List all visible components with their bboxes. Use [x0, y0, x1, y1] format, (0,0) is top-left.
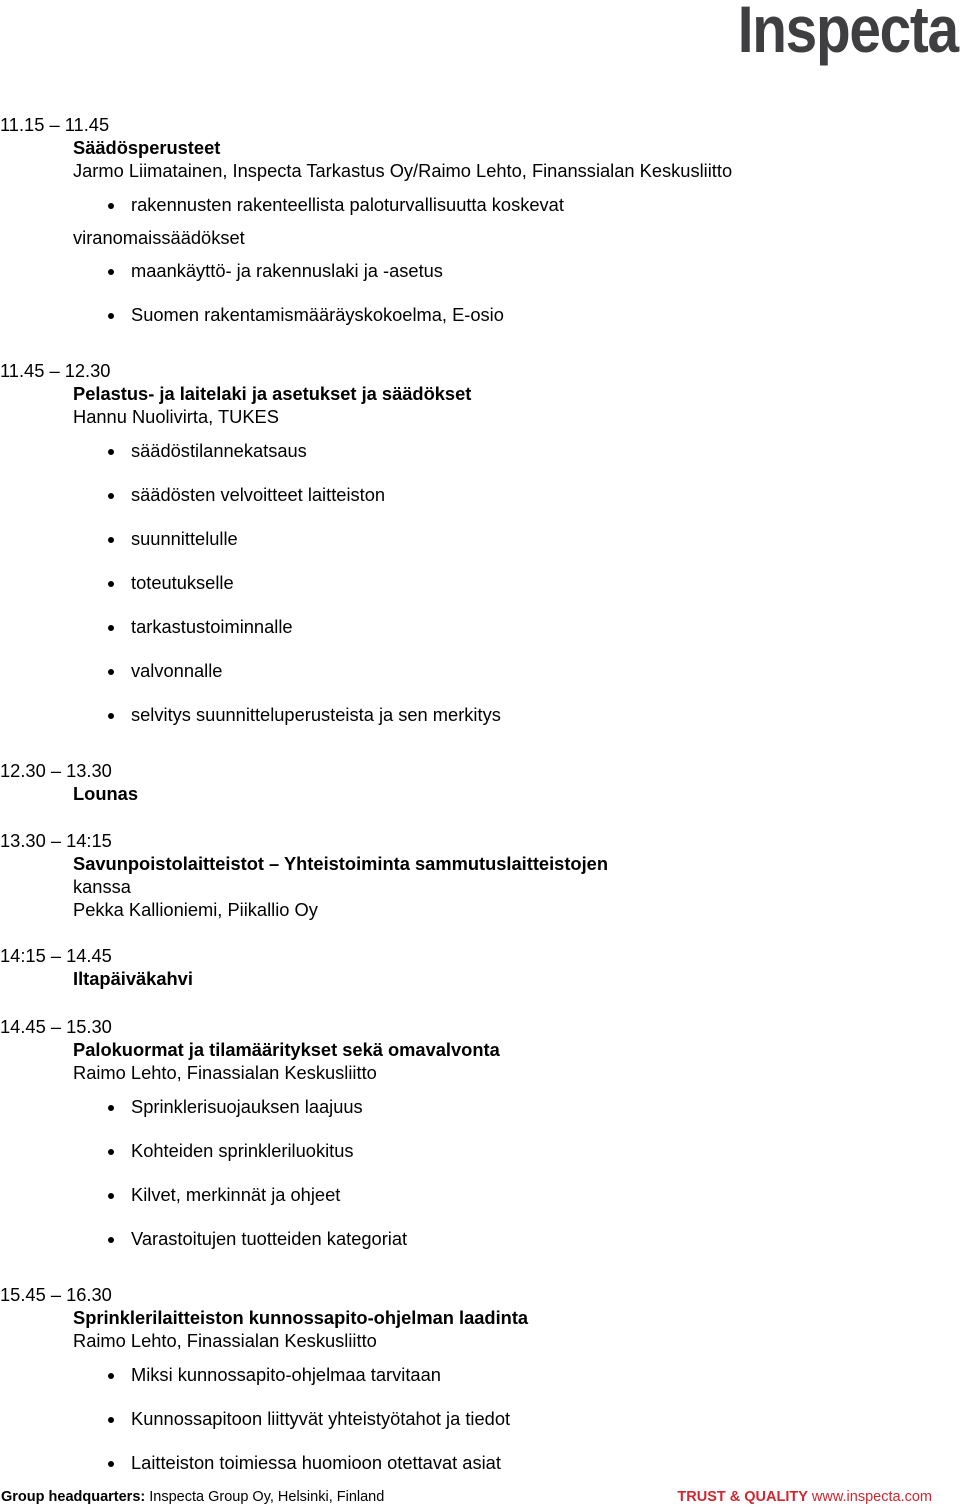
- session-speaker: Hannu Nuolivirta, TUKES: [73, 406, 279, 427]
- session-title: Säädösperusteet: [73, 137, 221, 158]
- bullet-item: Varastoitujen tuotteiden kategoriat: [131, 1228, 408, 1249]
- bullet-item: Kohteiden sprinkleriluokitus: [131, 1140, 354, 1161]
- footer-brand: [677, 1488, 932, 1506]
- session-time: 11.15 – 11.45: [0, 114, 110, 135]
- inspecta-logo: Inspecta: [738, 0, 958, 66]
- bullet-item: säädösten velvoitteet laitteiston: [131, 484, 386, 505]
- session-time: 15.45 – 16.30: [0, 1284, 112, 1305]
- session-title: Sprinklerilaitteiston kunnossapito-ohjelman laadinta: [73, 1307, 529, 1328]
- footer-url[interactable]: www.inspecta.com: [807, 1489, 932, 1505]
- session-title: Lounas: [73, 783, 139, 804]
- session-title-continuation: kanssa: [73, 876, 131, 897]
- bullet-continuation: viranomaissäädökset: [73, 227, 245, 248]
- session-time: 13.30 – 14:15: [0, 830, 112, 851]
- bullet-item: selvitys suunnitteluperusteista ja sen merkitys: [131, 704, 501, 725]
- session-speaker: Jarmo Liimatainen, Inspecta Tarkastus Oy/Raimo Lehto, Finanssialan Keskusliitto: [73, 160, 733, 181]
- session-title: Savunpoistolaitteistot – Yhteistoiminta sammutuslaitteistojen: [73, 853, 608, 874]
- session-title: Iltapäiväkahvi: [73, 968, 193, 989]
- session-speaker: Pekka Kallioniemi, Piikallio Oy: [73, 899, 318, 920]
- session-speaker: Raimo Lehto, Finassialan Keskusliitto: [73, 1062, 377, 1083]
- bullet-item: maankäyttö- ja rakennuslaki ja -asetus: [131, 260, 443, 281]
- bullet-item: suunnittelulle: [131, 528, 238, 549]
- footer-headquarters: [1, 1488, 384, 1506]
- bullet-item: Suomen rakentamismääräyskokoelma, E-osio: [131, 304, 504, 325]
- bullet-item: säädöstilannekatsaus: [131, 440, 307, 461]
- bullet-item: tarkastustoiminnalle: [131, 616, 293, 637]
- session-time: 14:15 – 14.45: [0, 945, 112, 966]
- session-speaker: Raimo Lehto, Finassialan Keskusliitto: [73, 1330, 377, 1351]
- bullet-item: valvonnalle: [131, 660, 223, 681]
- footer-hq-text: Inspecta Group Oy, Helsinki, Finland: [145, 1489, 385, 1505]
- footer-hq-label: Group headquarters:: [1, 1489, 146, 1505]
- bullet-item: Kunnossapitoon liittyvät yhteistyötahot ja tiedot: [131, 1408, 511, 1429]
- footer-tagline: TRUST & QUALITY: [677, 1489, 808, 1505]
- bullet-item: Miksi kunnossapito-ohjelmaa tarvitaan: [131, 1364, 441, 1385]
- bullet-item: Kilvet, merkinnät ja ohjeet: [131, 1184, 341, 1205]
- session-time: 12.30 – 13.30: [0, 760, 112, 781]
- bullet-item: Laitteiston toimiessa huomioon otettavat asiat: [131, 1452, 501, 1473]
- session-time: 14.45 – 15.30: [0, 1016, 112, 1037]
- session-title: Pelastus- ja laitelaki ja asetukset ja säädökset: [73, 383, 472, 404]
- session-title: Palokuormat ja tilamääritykset sekä omavalvonta: [73, 1039, 500, 1060]
- bullet-item: Sprinklerisuojauksen laajuus: [131, 1096, 363, 1117]
- session-time: 11.45 – 12.30: [0, 360, 111, 381]
- bullet-item: toteutukselle: [131, 572, 234, 593]
- bullet-item: rakennusten rakenteellista paloturvallisuutta koskevat: [131, 194, 564, 215]
